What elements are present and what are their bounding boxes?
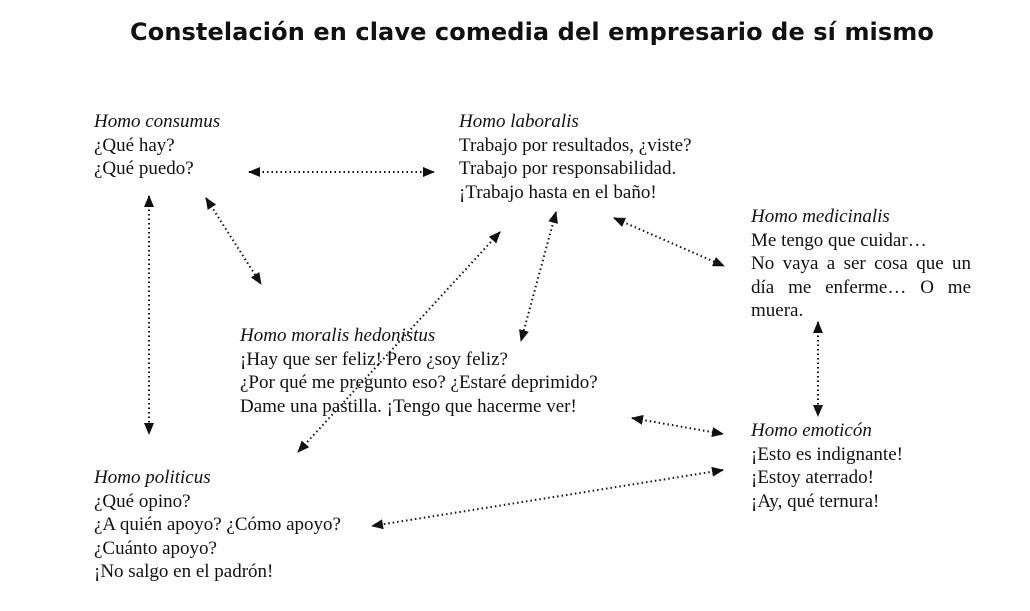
node-line: ¿Qué opino?	[94, 490, 191, 512]
node-homo-emoticon	[751, 419, 903, 513]
node-line: ¡Hay que ser feliz! Pero ¿soy feliz?	[240, 348, 508, 370]
node-line: ¿Cuánto apoyo?	[94, 537, 217, 559]
node-line: ¿Por qué me pregunto eso? ¿Estaré deprimido?	[240, 372, 598, 393]
node-homo-medicinalis	[751, 205, 971, 323]
node-homo-moralis-hedonistus	[240, 324, 598, 418]
node-line: ¡Ay, qué ternura!	[751, 490, 880, 512]
node-line: ¡No salgo en el padrón!	[94, 561, 274, 582]
node-homo-consumus	[94, 110, 220, 181]
node-heading: Homo politicus	[94, 467, 211, 488]
arrow-laboralis-hedonistus	[521, 212, 556, 341]
node-heading: Homo medicinalis	[751, 206, 890, 227]
node-line: ¡Trabajo hasta en el baño!	[459, 181, 657, 203]
node-heading: Homo consumus	[94, 111, 221, 132]
node-line: ¡Estoy aterrado!	[751, 467, 874, 488]
node-homo-politicus	[94, 466, 341, 584]
node-line: Dame una pastilla. ¡Tengo que hacerme ver!	[240, 395, 577, 417]
node-line: Me tengo que cuidar…	[751, 229, 927, 251]
node-heading: Homo emoticón	[751, 420, 872, 441]
node-line: ¿Qué puedo?	[94, 158, 194, 179]
diagram-title: Constelación en clave comedia del empresario de sí mismo	[130, 18, 934, 46]
node-line: Trabajo por resultados, ¿viste?	[459, 134, 692, 156]
arrow-emoticon-politicus	[372, 470, 723, 526]
node-line: Trabajo por responsabilidad.	[459, 158, 677, 179]
node-line: muera.	[751, 300, 804, 321]
node-heading: Homo moralis hedonistus	[240, 325, 436, 346]
node-line: día me enferme… O me	[751, 276, 971, 298]
node-line: ¡Esto es indignante!	[751, 443, 903, 465]
node-heading: Homo laboralis	[459, 111, 579, 132]
node-line: ¿A quién apoyo? ¿Cómo apoyo?	[94, 514, 341, 535]
arrow-hedonistus-emoticon	[632, 418, 723, 434]
arrow-consumus-hedonistus	[206, 198, 261, 284]
node-line: No vaya a ser cosa que un	[751, 253, 971, 274]
arrow-laboralis-medicinalis	[614, 218, 724, 266]
node-homo-laboralis	[459, 110, 692, 204]
node-line: ¿Qué hay?	[94, 134, 175, 156]
